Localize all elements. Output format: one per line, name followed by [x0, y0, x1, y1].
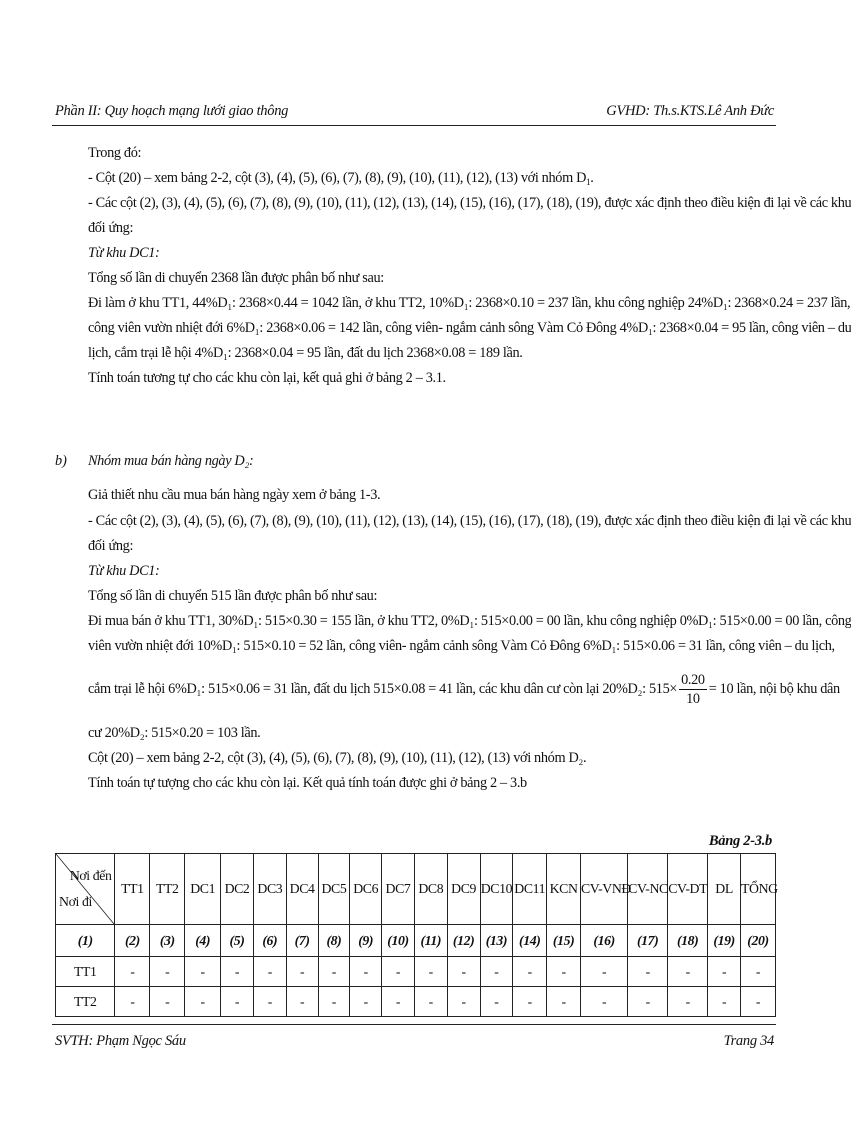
header-cell: DC10 — [480, 854, 513, 925]
table-cell: - — [740, 957, 775, 987]
distribution-line-2: công viên vườn nhiệt đới 6%D₁: 2368×0.06 = 142 lần, công viên- ngắm cảnh sông Vàm Cỏ Đông 4%D₁: 2368×0.04 = 95 lần, công viên – du — [88, 320, 851, 336]
header-cell: DC11 — [513, 854, 547, 925]
table-cell: - — [581, 957, 628, 987]
b-cot20-note: Cột (20) – xem bảng 2-2, cột (3), (4), (5), (6), (7), (8), (9), (10), (11), (12), (13) với nhóm D₂. — [88, 750, 587, 766]
header-cell: DC4 — [286, 854, 318, 925]
table-cell: - — [382, 957, 415, 987]
table-cell: - — [513, 987, 547, 1017]
table-cell: - — [581, 987, 628, 1017]
tinh-toan-note: Tính toán tương tự cho các khu còn lại, kết quả ghi ở bảng 2 – 3.1. — [88, 370, 446, 386]
b-tu-khu-dc1: Từ khu DC1: — [88, 563, 160, 579]
corner-diagonal — [56, 854, 114, 924]
b-cac-cot-line-2: đối ứng: — [88, 538, 134, 554]
table-cell: - — [414, 957, 447, 987]
table-cell: - — [253, 987, 286, 1017]
column-number-cell: (7) — [286, 925, 318, 957]
table-cell: - — [350, 987, 382, 1017]
section-b-label: b) — [55, 453, 67, 469]
table-cell: - — [185, 987, 221, 1017]
page-header — [55, 103, 774, 123]
table-column-number-row — [56, 925, 776, 957]
distribution-line-3: lịch, cắm trại lễ hội 4%D₁: 2368×0.04 = 95 lần, đất du lịch 2368×0.08 = 189 lần. — [88, 345, 523, 361]
corner-origin-label: Nơi đi — [59, 894, 92, 909]
table-caption: Bảng 2-3.b — [708, 833, 772, 849]
column-number-cell: (19) — [708, 925, 741, 957]
column-number-cell: (3) — [150, 925, 185, 957]
header-cell: TỔNG — [740, 854, 775, 925]
table-cell: - — [350, 957, 382, 987]
column-number-cell: (6) — [253, 925, 286, 957]
header-cell: CV-NC — [628, 854, 668, 925]
table-cell: - — [547, 987, 581, 1017]
column-number-cell: (9) — [350, 925, 382, 957]
table-cell: - — [414, 987, 447, 1017]
column-number-cell: (15) — [547, 925, 581, 957]
cot20-note-d1: - Cột (20) – xem bảng 2-2, cột (3), (4), (5), (6), (7), (8), (9), (10), (11), (12), (13) với nhóm $D_1$. — [88, 170, 594, 187]
column-number-cell: (2) — [115, 925, 150, 957]
table-cell: - — [513, 957, 547, 987]
table-cell: - — [480, 957, 513, 987]
table-cell: - — [668, 987, 708, 1017]
row-label: TT1 — [56, 957, 115, 987]
table-cell: - — [447, 957, 480, 987]
header-cell: DC5 — [318, 854, 350, 925]
b-distribution-line-3: cắm trại lễ hội 6%D₁: 515×0.06 = 31 lần, đất du lịch 515×0.08 = 41 lần, các khu dân cư còn lại 20%D₂: 515× $\frac{0.20}{10}$ = 10 lần, nội bộ khu dân — [88, 672, 840, 707]
header-cell: TT1 — [115, 854, 150, 925]
table-cell: - — [382, 987, 415, 1017]
trong-do: Trong đó: — [88, 145, 142, 161]
header-rule — [52, 125, 776, 126]
header-cell: DC9 — [447, 854, 480, 925]
table-row — [56, 987, 776, 1017]
table-cell: - — [221, 957, 254, 987]
table-cell: - — [150, 957, 185, 987]
column-number-cell: (12) — [447, 925, 480, 957]
table-cell: - — [150, 987, 185, 1017]
header-cell: DC3 — [253, 854, 286, 925]
gia-thiet: Giả thiết nhu cầu mua bán hàng ngày xem ở bảng 1-3. — [88, 487, 381, 503]
row-label: TT2 — [56, 987, 115, 1017]
header-instructor: GVHD: Th.s.KTS.Lê Anh Đức — [606, 103, 774, 119]
table-cell: - — [286, 957, 318, 987]
table-cell: - — [253, 957, 286, 987]
table-cell: - — [480, 987, 513, 1017]
column-number-cell: (1) — [56, 925, 115, 957]
header-cell: DC2 — [221, 854, 254, 925]
column-number-cell: (13) — [480, 925, 513, 957]
section-b-title: Nhóm mua bán hàng ngày D₂: — [88, 453, 254, 469]
column-number-cell: (20) — [740, 925, 775, 957]
table-row — [56, 957, 776, 987]
od-table — [55, 853, 776, 1017]
footer-rule — [52, 1024, 776, 1025]
fraction: $\frac{0.20}{10}$ — [681, 672, 705, 707]
header-cell: TT2 — [150, 854, 185, 925]
table-cell: - — [447, 987, 480, 1017]
table-cell: - — [286, 987, 318, 1017]
table-cell: - — [708, 957, 741, 987]
table-cell: - — [628, 957, 668, 987]
b-tinh-toan-note: Tính toán tự tượng cho các khu còn lại. Kết quả tính toán được ghi ở bảng 2 – 3.b — [88, 775, 527, 791]
header-cell: CV-DT — [668, 854, 708, 925]
footer-page-number: Trang 34 — [723, 1033, 774, 1049]
header-cell: CV-VNĐ — [581, 854, 628, 925]
column-number-cell: (4) — [185, 925, 221, 957]
column-number-cell: (14) — [513, 925, 547, 957]
corner-destination-label: Nơi đến — [69, 868, 112, 883]
footer-student: SVTH: Phạm Ngọc Sáu — [55, 1033, 186, 1049]
header-cell: DC8 — [414, 854, 447, 925]
b-distribution-line-2: viên vườn nhiệt đới 10%D₁: 515×0.10 = 52 lần, công viên- ngắm cảnh sông Vàm Cỏ Đông 6%D₁: 515×0.06 = 31 lần, công viên – du lịch, — [88, 638, 835, 654]
table-cell: - — [318, 957, 350, 987]
table-cell: - — [115, 987, 150, 1017]
header-cell: KCN — [547, 854, 581, 925]
header-cell: DC6 — [350, 854, 382, 925]
column-number-cell: (11) — [414, 925, 447, 957]
column-number-cell: (10) — [382, 925, 415, 957]
corner-cell — [56, 854, 115, 925]
b-distribution-line-4: cư 20%D₂: 515×0.20 = 103 lần. — [88, 725, 261, 741]
table-cell: - — [221, 987, 254, 1017]
column-number-cell: (18) — [668, 925, 708, 957]
distribution-line-1: Đi làm ở khu TT1, 44%D₁: 2368×0.44 = 1042 lần, ở khu TT2, 10%D₁: 2368×0.10 = 237 lần, khu công nghiệp 24%D₁: 2368×0.24 = 237 lần, — [88, 295, 851, 311]
header-cell: DC7 — [382, 854, 415, 925]
header-course-title: Phần II: Quy hoạch mạng lưới giao thông — [55, 103, 289, 119]
table-cell: - — [628, 987, 668, 1017]
table-cell: - — [318, 987, 350, 1017]
column-number-cell: (17) — [628, 925, 668, 957]
column-number-cell: (8) — [318, 925, 350, 957]
table-cell: - — [668, 957, 708, 987]
header-cell: DC1 — [185, 854, 221, 925]
table-header-row — [56, 854, 776, 925]
tong-so-lan: Tổng số lần di chuyển 2368 lần được phân bố như sau: — [88, 270, 384, 286]
table-cell: - — [547, 957, 581, 987]
header-cell: DL — [708, 854, 741, 925]
tu-khu-dc1: Từ khu DC1: — [88, 245, 160, 261]
table-cell: - — [185, 957, 221, 987]
cac-cot-line-1: - Các cột (2), (3), (4), (5), (6), (7), (8), (9), (10), (11), (12), (13), (14), (15), (16), (17), (18), (19), được xác định theo điều kiện đi lại về các khu — [88, 195, 851, 211]
table-cell: - — [115, 957, 150, 987]
table-cell: - — [740, 987, 775, 1017]
column-number-cell: (5) — [221, 925, 254, 957]
cac-cot-line-2: đối ứng: — [88, 220, 134, 236]
b-tong-so-lan: Tổng số lần di chuyển 515 lần được phân bố như sau: — [88, 588, 378, 604]
table-cell: - — [708, 987, 741, 1017]
b-cac-cot-line-1: - Các cột (2), (3), (4), (5), (6), (7), (8), (9), (10), (11), (12), (13), (14), (15), (16), (17), (18), (19), được xác định theo điều kiện đi lại về các khu — [88, 513, 851, 529]
column-number-cell: (16) — [581, 925, 628, 957]
b-distribution-line-1: Đi mua bán ở khu TT1, 30%D₁: 515×0.30 = 155 lần, ở khu TT2, 0%D₁: 515×0.00 = 00 lần, khu công nghiệp 0%D₁: 515×0.00 = 00 lần, công — [88, 613, 851, 629]
